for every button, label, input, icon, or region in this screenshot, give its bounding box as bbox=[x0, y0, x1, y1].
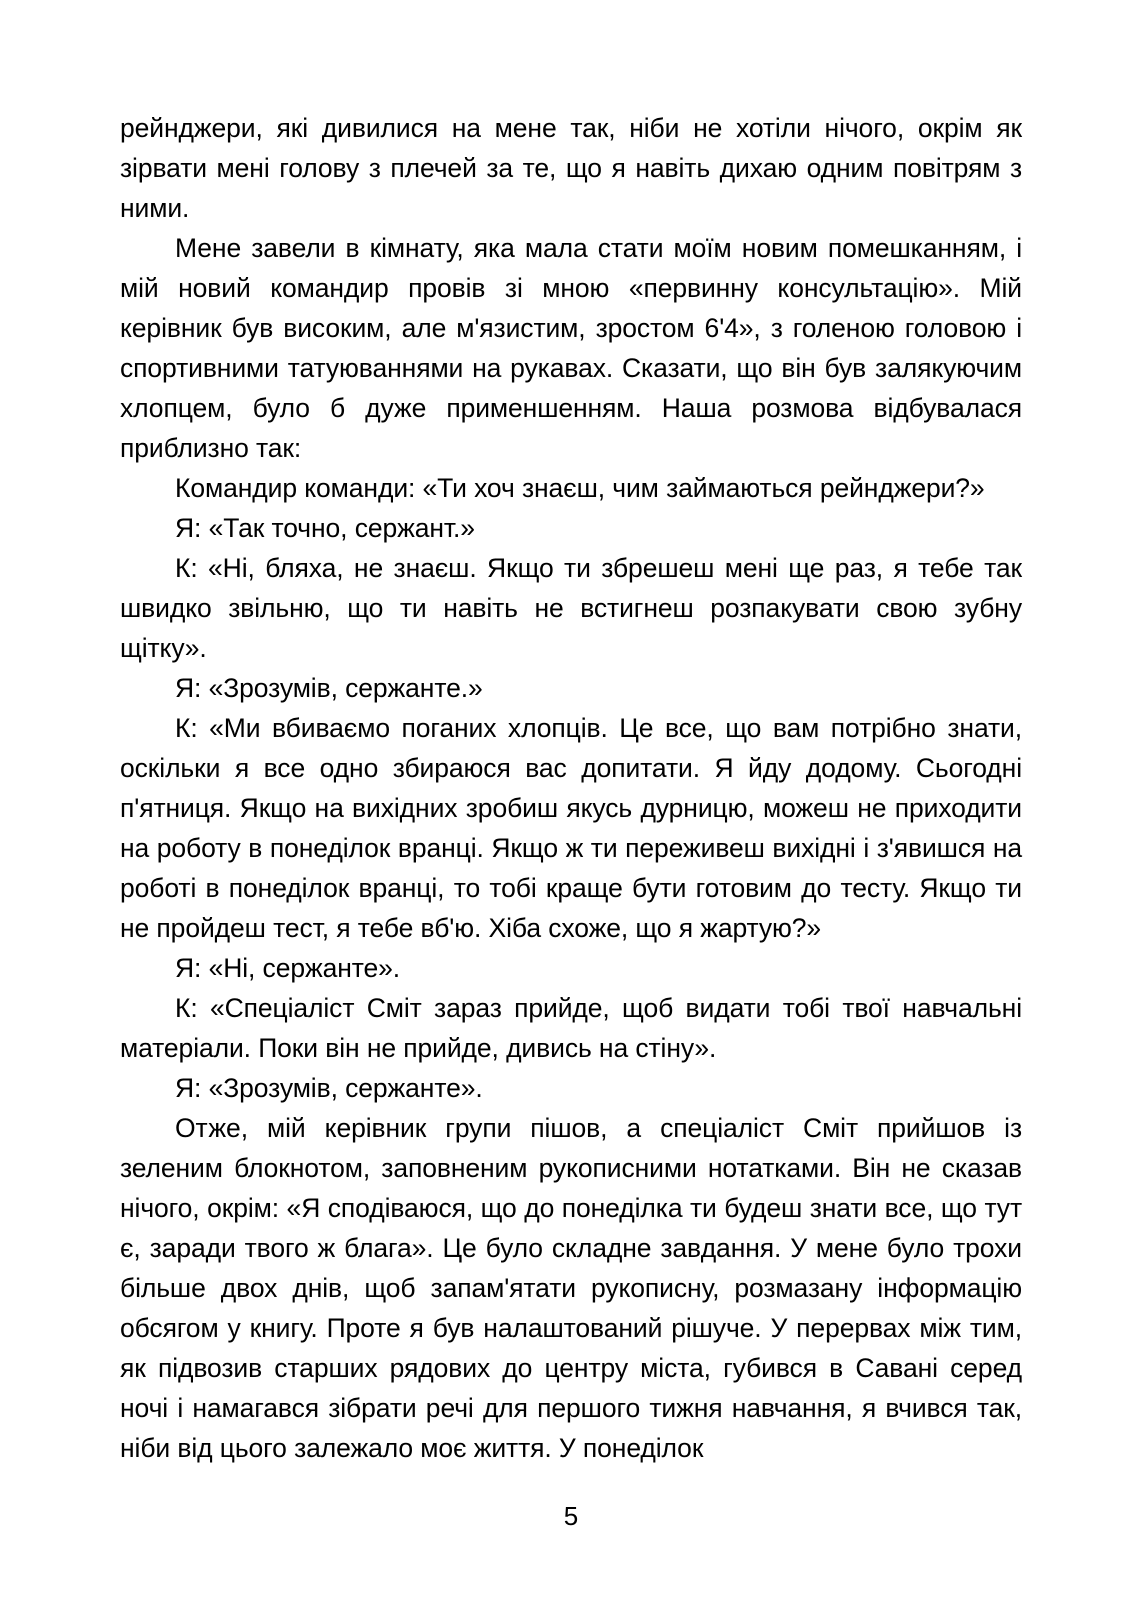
paragraph: Я: «Зрозумів, сержанте». bbox=[175, 1073, 483, 1103]
paragraph: Я: «Ні, сержанте». bbox=[175, 953, 401, 983]
paragraph: Я: «Так точно, сержант.» bbox=[175, 513, 475, 543]
paragraph: К: «Ні, бляха, не знаєш. Якщо ти збрешеш мені ще раз, я тебе так швидко звільню, що ти навіть не встигнеш розпакувати свою зубну щітку». bbox=[120, 553, 1022, 663]
paragraph: К: «Ми вбиваємо поганих хлопців. Це все, що вам потрібно знати, оскільки я все одно збираюся вас допитати. Я йду додому. Сьогодні п'ятниця. Якщо на вихідних зробиш якусь дурницю, можеш не приходити на роботу в понеділок вранці. Якщо ж ти переживеш вихідні і з'явишся на роботі в понеділок вранці, то тобі краще бути готовим до тесту. Якщо ти не пройдеш тест, я тебе вб'ю. Хіба схоже, що я жартую?» bbox=[120, 713, 1022, 943]
body-text-column bbox=[120, 108, 1022, 1468]
paragraph: Отже, мій керівник групи пішов, а спеціаліст Сміт прийшов із зеленим блокнотом, заповненим рукописними нотатками. Він не сказав нічого, окрім: «Я сподіваюся, що до понеділка ти будеш знати все, що тут є, заради твого ж блага». Це було складне завдання. У мене було трохи більше двох днів, щоб запам'ятати рукописну, розмазану інформацію обсягом у книгу. Проте я був налаштований рішуче. У перервах між тим, як підвозив старших рядових до центру міста, губився в Савані серед ночі і намагався зібрати речі для першого тижня навчання, я вчився так, ніби від цього залежало моє життя. У понеділок bbox=[120, 1113, 1022, 1463]
page-number: 5 bbox=[563, 1501, 579, 1531]
paragraph: Командир команди: «Ти хоч знаєш, чим займаються рейнджери?» bbox=[175, 473, 985, 503]
paragraph: Я: «Зрозумів, сержанте.» bbox=[175, 673, 483, 703]
paragraph: Мене завели в кімнату, яка мала стати моїм новим помешканням, і мій новий командир провів зі мною «первинну консультацію». Мій керівник був високим, але м'язистим, зростом 6'4», з голеною головою і спортивними татуюваннями на рукавах. Сказати, що він був залякуючим хлопцем, було б дуже применшенням. Наша розмова відбувалася приблизно так: bbox=[120, 233, 1022, 463]
paragraph: рейнджери, які дивилися на мене так, ніби не хотіли нічого, окрім як зірвати мені голову з плечей за те, що я навіть дихаю одним повітрям з ними. bbox=[120, 113, 1022, 223]
paragraph: К: «Спеціаліст Сміт зараз прийде, щоб видати тобі твої навчальні матеріали. Поки він не прийде, дивись на стіну». bbox=[120, 993, 1022, 1063]
